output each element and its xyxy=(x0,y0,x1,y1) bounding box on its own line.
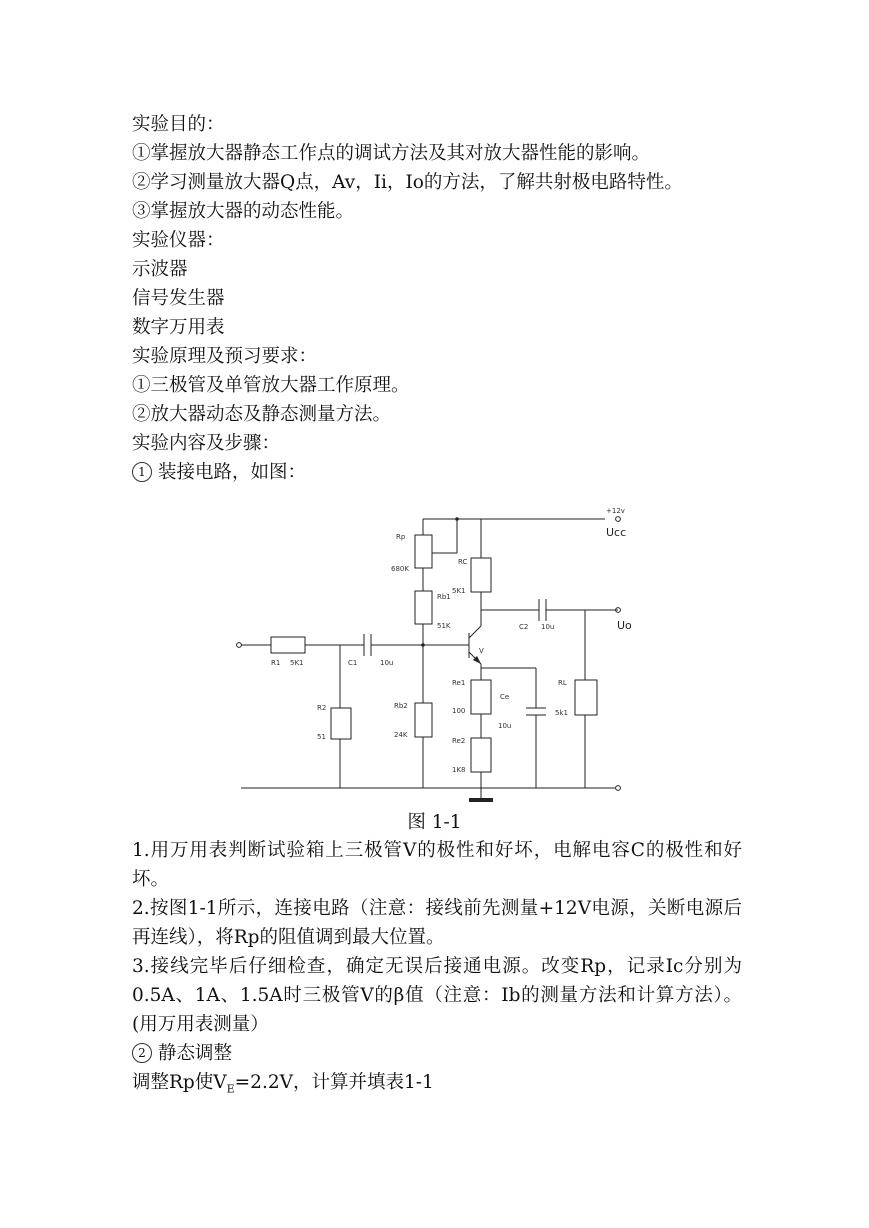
label-rb1: Rb1 xyxy=(437,593,451,601)
label-c1: C1 xyxy=(348,659,358,667)
instrument-item-2: 信号发生器 xyxy=(132,288,225,309)
instrument-item-1: 示波器 xyxy=(132,259,188,280)
label-r1-value: 5K1 xyxy=(290,659,304,667)
label-rc-value: 5K1 xyxy=(452,587,466,595)
adjust-instruction xyxy=(132,1068,742,1104)
label-ce: Ce xyxy=(500,693,510,701)
step-2-heading xyxy=(132,1039,742,1068)
section-text-bottom xyxy=(132,836,742,1104)
label-rp: Rp xyxy=(396,533,406,541)
label-rb1-value: 51K xyxy=(437,622,451,630)
label-rb2: Rb2 xyxy=(394,702,408,710)
label-uo: Uo xyxy=(617,619,632,632)
adjust-subscript: E xyxy=(226,1082,235,1096)
label-rp-value: 680K xyxy=(391,565,409,573)
label-rl: RL xyxy=(558,679,567,687)
label-c1-value: 10u xyxy=(380,659,394,667)
label-c2-value: 10u xyxy=(541,623,555,631)
label-12v: +12v xyxy=(606,507,625,515)
principle-item-1: ①三极管及单管放大器工作原理。 xyxy=(132,375,410,396)
label-rb2-value: 24K xyxy=(394,731,408,739)
figure-caption: 图 1-1 xyxy=(407,812,462,833)
step-paragraph-3: 3.接线完毕后仔细检查，确定无误后接通电源。改变Rp，记录Ic分别为0.5A、1A、1.5A时三极管V的β值（注意：Ib的测量方法和计算方法）。(用万用表测量） xyxy=(132,956,742,1035)
purpose-item-2: ②学习测量放大器Q点，Av，Ii，Io的方法，了解共射极电路特性。 xyxy=(132,172,683,193)
adjust-prefix: 调整Rp使V xyxy=(132,1072,227,1093)
step-2-label: 静态调整 xyxy=(158,1043,233,1064)
label-re1-value: 100 xyxy=(452,707,466,715)
step-1-heading xyxy=(132,458,742,487)
label-rl-value: 5k1 xyxy=(555,709,568,717)
label-c2: C2 xyxy=(519,623,529,631)
circled-number-1: 1 xyxy=(132,462,152,482)
label-rc: RC xyxy=(458,558,468,566)
instrument-item-3: 数字万用表 xyxy=(132,317,225,338)
heading-content: 实验内容及步骤： xyxy=(132,433,281,454)
label-re2-value: 1K8 xyxy=(452,766,466,774)
section-text-top xyxy=(132,110,742,487)
label-re2: Re2 xyxy=(452,737,466,745)
label-r1: R1 xyxy=(271,659,281,667)
circuit-svg xyxy=(225,498,645,808)
label-r2-value: 51 xyxy=(317,733,326,741)
label-ce-value: 10u xyxy=(498,722,512,730)
purpose-item-1: ①掌握放大器静态工作点的调试方法及其对放大器性能的影响。 xyxy=(132,143,651,164)
adjust-suffix: =2.2V，计算并填表1-1 xyxy=(234,1072,434,1093)
heading-principle: 实验原理及预习要求： xyxy=(132,346,318,367)
principle-item-2: ②放大器动态及静态测量方法。 xyxy=(132,404,392,425)
heading-instruments: 实验仪器： xyxy=(132,230,225,251)
circuit-diagram xyxy=(225,498,645,808)
label-ucc: Ucc xyxy=(606,526,627,539)
step-paragraph-2: 2.按图1-1所示，连接电路（注意：接线前先测量+12V电源，关断电源后再连线），将Rp的阻值调到最大位置。 xyxy=(132,898,742,948)
label-r2: R2 xyxy=(317,704,327,712)
label-re1: Re1 xyxy=(452,679,466,687)
circled-number-2: 2 xyxy=(132,1043,152,1063)
heading-purpose: 实验目的： xyxy=(132,114,225,135)
step-paragraph-1: 1.用万用表判断试验箱上三极管V的极性和好坏，电解电容C的极性和好坏。 xyxy=(132,840,742,890)
label-v: V xyxy=(479,647,484,655)
purpose-item-3: ③掌握放大器的动态性能。 xyxy=(132,201,355,222)
step-1-label: 装接电路，如图： xyxy=(158,462,307,483)
